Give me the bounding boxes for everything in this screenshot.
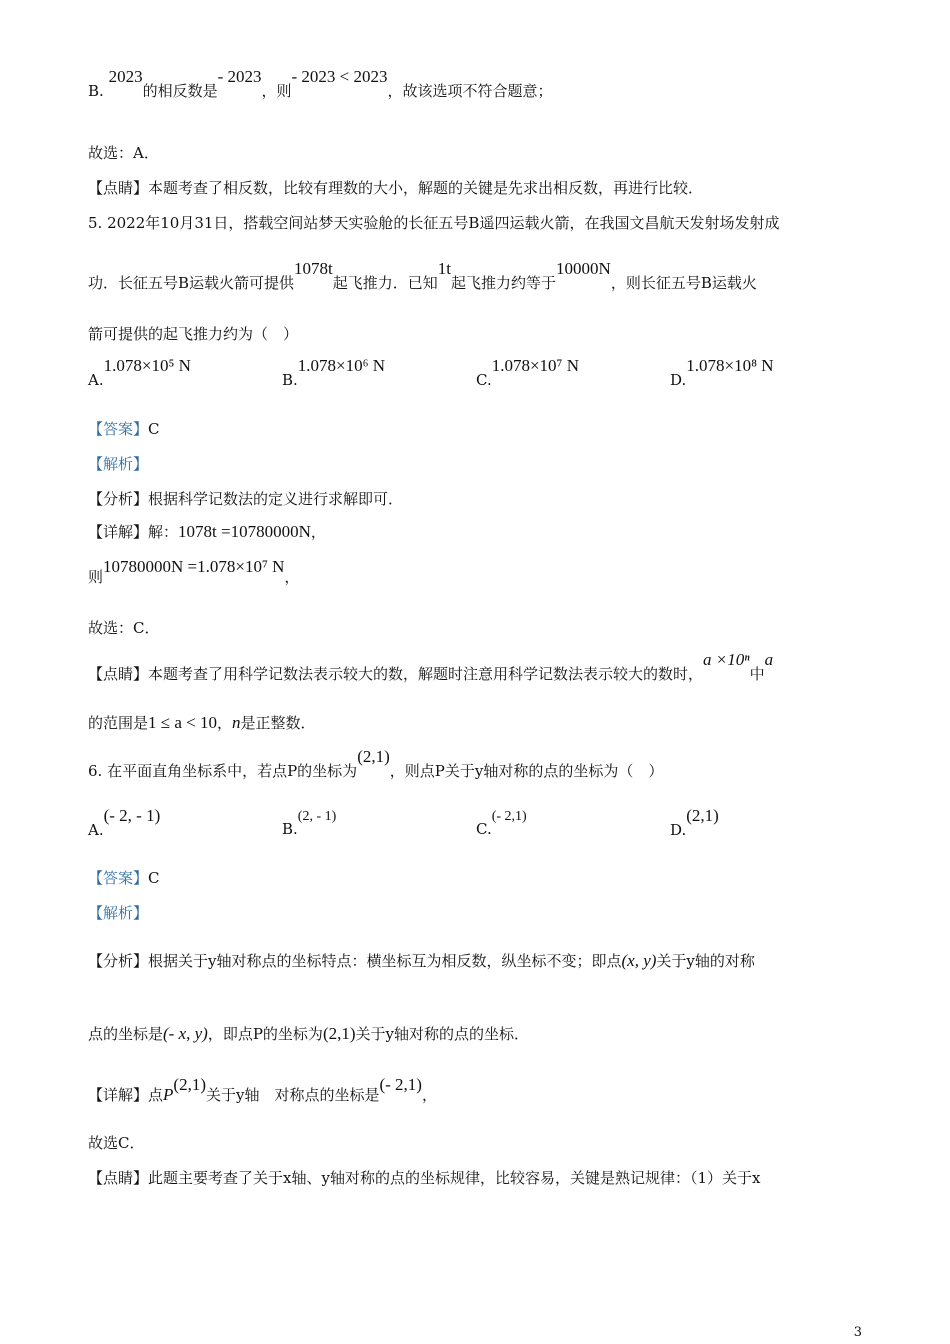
option-letter: D. xyxy=(670,371,687,389)
math-expr: a ×10ⁿ xyxy=(703,650,750,669)
math-expr: (- x, y) xyxy=(163,1024,208,1043)
text: ，则长征五号B运载火 xyxy=(610,274,757,292)
math-expr: - 2023 xyxy=(217,67,262,86)
tag-label: 【详解】 xyxy=(88,1086,149,1104)
math-expr: (2,1) xyxy=(357,747,390,766)
q6-option-b xyxy=(282,809,337,839)
answer-value: C xyxy=(148,869,160,887)
q6-option-d xyxy=(670,806,719,840)
option-letter: A. xyxy=(88,821,104,839)
tag-label: 【分析】 xyxy=(88,490,149,508)
math-expr: (2,1) xyxy=(322,1024,356,1043)
math-expr: (x, y) xyxy=(621,951,657,970)
tag-label: 【点睛】 xyxy=(88,179,149,197)
answer-line-6 xyxy=(88,867,160,888)
choose-line-6: 故选C． xyxy=(88,1134,145,1152)
text: 6. 在平面直角坐标系中，若点P的坐标为 xyxy=(88,762,358,780)
answer-line-5 xyxy=(88,418,160,439)
text: 关于y轴的对称 xyxy=(656,952,755,970)
text: 是正整数． xyxy=(240,714,316,732)
option-letter: D. xyxy=(670,821,687,839)
math-expr: 1.078×10⁷ N xyxy=(491,356,580,375)
math-expr: n xyxy=(232,713,241,732)
choose-answer-line: 故选：A． xyxy=(88,144,159,162)
tag-label: 【点睛】 xyxy=(88,1169,149,1187)
q5-option-b xyxy=(282,356,386,390)
option-letter: C. xyxy=(476,371,492,389)
answer-value: C xyxy=(148,420,160,438)
page-number: 3 xyxy=(853,1325,862,1340)
tag-label: 【详解】 xyxy=(88,523,149,541)
text: B. xyxy=(88,82,109,100)
text: 则 xyxy=(88,568,104,586)
text: 根据科学记数法的定义进行求解即可． xyxy=(148,490,404,508)
text: 功．长征五号B运载火箭可提供 xyxy=(88,274,295,292)
q6-option-c xyxy=(476,809,527,839)
option-letter: B. xyxy=(282,820,298,838)
text: 本题考查了用科学记数法表示较大的数，解题时注意用科学记数法表示较大的数时， xyxy=(148,665,704,683)
text: 关于y轴 对称点的坐标是 xyxy=(206,1086,380,1104)
text: ，即点P的坐标为 xyxy=(207,1025,323,1043)
q5-option-c xyxy=(476,356,580,390)
xiangjie-line-5 xyxy=(88,521,326,542)
math-expr: (2, - 1) xyxy=(297,809,337,824)
q5-option-a xyxy=(88,356,191,390)
text: 解： xyxy=(148,523,179,541)
option-letter: C. xyxy=(476,820,492,838)
math-expr: a xyxy=(764,650,774,669)
fenxi-line-5 xyxy=(88,488,403,509)
text: 的范围是 xyxy=(88,714,149,732)
math-expr: 1.078×10⁵ N xyxy=(103,356,191,375)
text: 本题考查了相反数，比较有理数的大小，解题的关键是先求出相反数，再进行比较． xyxy=(148,179,704,197)
math-expr: (- 2, - 1) xyxy=(103,806,161,825)
analysis-tag-6: 【解析】 xyxy=(88,904,149,922)
text: 根据关于y轴对称点的坐标特点：横坐标互为相反数，纵坐标不变；即点 xyxy=(148,952,622,970)
math-expr: (- 2,1) xyxy=(491,809,527,824)
math-expr: 1t xyxy=(437,259,452,278)
option-letter: B. xyxy=(282,371,298,389)
text: ，则 xyxy=(261,82,292,100)
text: 起飞推力．已知 xyxy=(332,274,438,292)
analysis-tag-5: 【解析】 xyxy=(88,455,149,473)
text: 此题主要考查了关于x轴、y轴对称的点的坐标规律，比较容易，关键是熟记规律：（1）关于x xyxy=(148,1169,761,1187)
math-expr: 2023 xyxy=(108,67,143,86)
tag-label: 【点睛】 xyxy=(88,665,149,683)
q5-option-d xyxy=(670,356,774,390)
text: 点 xyxy=(148,1086,164,1104)
math-expr: 1.078×10⁶ N xyxy=(297,356,386,375)
text: ， xyxy=(284,568,300,586)
math-expr: (- 2,1) xyxy=(379,1075,422,1094)
text: 关于y轴对称的点的坐标． xyxy=(355,1025,529,1043)
math-expr: 10780000N =1.078×10⁷ N xyxy=(103,557,285,576)
text: ，则点P关于y轴对称的点的坐标为（ ） xyxy=(389,762,664,780)
math-expr: 1078t xyxy=(294,259,333,278)
text: ，故该选项不符合题意； xyxy=(387,82,553,100)
text: 的相反数是 xyxy=(142,82,218,100)
xiangjie-line-6 xyxy=(88,1075,437,1105)
math-expr: 10000N xyxy=(556,259,611,278)
comment-line-6 xyxy=(88,1167,760,1188)
line-b-option xyxy=(88,67,553,101)
fenxi-line-6 xyxy=(88,950,755,971)
math-expr: (2,1) xyxy=(173,1075,206,1094)
answer-tag: 【答案】 xyxy=(88,420,149,438)
question-5-line-1: 5. 2022年10月31日，搭载空间站梦天实验舱的长征五号B遥四运载火箭，在我国文昌航天发射场发射成 xyxy=(88,214,780,232)
fenxi-line-6b xyxy=(88,1023,529,1044)
text: 中 xyxy=(749,665,765,683)
math-expr: 1 ≤ a < 10 xyxy=(148,713,217,732)
tag-label: 【分析】 xyxy=(88,952,149,970)
comment-line-5 xyxy=(88,650,774,684)
math-expr: 1078t =10780000N xyxy=(178,522,311,541)
text: 点的坐标是 xyxy=(88,1025,164,1043)
choose-line-5: 故选：C． xyxy=(88,619,160,637)
q6-option-a xyxy=(88,806,161,840)
question-6-line xyxy=(88,747,664,781)
option-letter: A. xyxy=(88,371,104,389)
text: 起飞推力约等于 xyxy=(451,274,557,292)
question-5-line-2 xyxy=(88,259,757,293)
ze-line xyxy=(88,557,300,587)
comment-line-5b xyxy=(88,712,316,733)
math-expr: 1.078×10⁸ N xyxy=(686,356,774,375)
question-5-line-3: 箭可提供的起飞推力约为（ ） xyxy=(88,325,299,343)
text: ， xyxy=(421,1086,437,1104)
comment-line xyxy=(88,177,703,198)
math-expr: P xyxy=(163,1085,174,1104)
answer-tag: 【答案】 xyxy=(88,869,149,887)
math-expr: - 2023 < 2023 xyxy=(291,67,388,86)
text: ， xyxy=(216,714,232,732)
math-expr: (2,1) xyxy=(686,806,719,825)
text: ， xyxy=(310,523,326,541)
